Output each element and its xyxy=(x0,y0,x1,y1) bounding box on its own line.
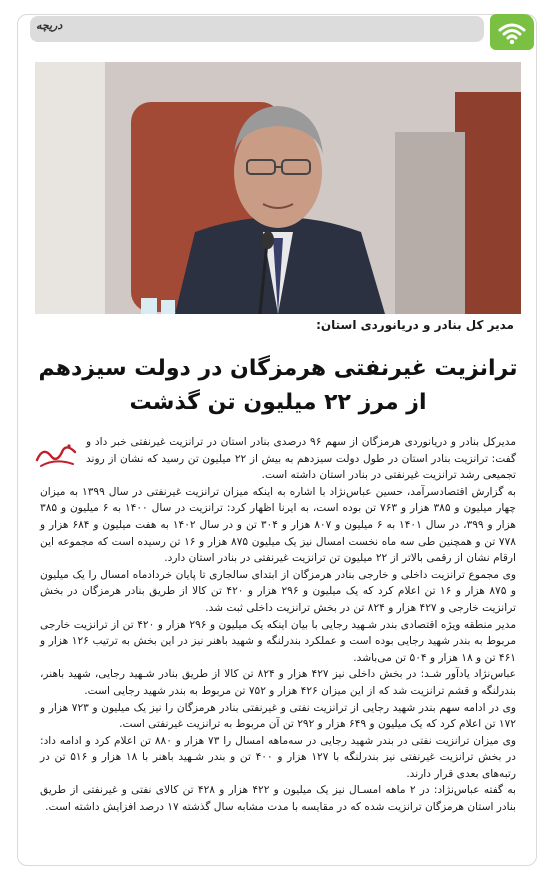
paragraph: به گفته عباس‌نژاد: در ۲ ماهه امسـال نیز یک میلیون و ۴۲۲ هزار و ۴۲۸ تن کالای نفتی و غیرنفتی از طریق بنادر استان هرمزگان ترانزیت شده که در مقایسه با مدت مشابه سال گذشته ۱۷ درصد افزایش داشته است. xyxy=(40,784,516,814)
paragraph: به گزارش اقتصادسرآمد، حسین عباس‌نژاد با اشاره به اینکه میزان ترانزیت غیرنفتی در سال ۱۳۹۹ به میزان چهار میلیون و ۳۸۵ هزار و ۷۶۳ تن بوده است، به ایرنا اظهار کرد: ترانزیت در سال ۱۴۰۰ به ۶ میلیون و ۳۸۵ هزار و ۳۹۹، در سال ۱۴۰۱ به ۶ میلیون و ۸۰۷ هزار و ۳۰۴ تن و در سال ۱۴۰۲ به هفت میلیون و ۶۸۴ هزار و ۷۷۸ تن و همچنین طی سه ماه نخست امسال نیز یک میلیون ۸۷۵ هزار و ۱۶ تن رسیده است که مجموعه این ارقام نشان از رقمی بالاتر از ۲۲ میلیون تن ترانزیت غیرنفتی در بنادر استان دارد. xyxy=(40,485,517,565)
headline-line-1: ترانزیت غیرنفتی هرمزگان در دولت سیزدهم xyxy=(38,356,518,381)
paragraph: مدیر منطقه ویژه اقتصادی بندر شـهید رجایی با بیان اینکه یک میلیون و ۲۹۶ هزار و ۴۲۰ تن از ترانزیت خارجی مربوط به بندر شهید رجایی بوده است و عملکرد بندرلنگه و شهید باهنر نیز در این بخش به ترتیب ۱۲۶ هزار و ۴۶۱ تن و ۱۸ هزار و ۵۰۴ تن می‌باشد. xyxy=(40,618,516,664)
article-body xyxy=(40,434,516,816)
article-photo xyxy=(35,62,521,314)
article-kicker: مدیر کل بنادر و دریانوردی استان: xyxy=(316,318,514,332)
article-headline xyxy=(35,352,521,420)
paragraph: وی در ادامه سهم بندر شهید رجایی از ترانزیت نفتی و غیرنفتی بنادر هرمزگان را نیز یک میلیون و ۷۲۳ هزار و ۱۷۲ تن اعلام کرد که یک میلیون و ۶۴۹ هزار و ۲۹۲ تن آن مربوط به ترانزیت غیرنفتی است. xyxy=(40,701,516,731)
section-label: دریچه xyxy=(36,19,63,32)
paragraph: عباس‌نژاد یادآور شـد: در بخش داخلی نیز ۴۲۷ هزار و ۸۲۴ تن کالا از طریق بنادر شـهید رجایی، شهید باهنر، بندرلنگه و قشم ترانزیت شد که از این میزان ۴۲۶ هزار و ۷۵۲ تن مربوط به بندر شهید رجایی است. xyxy=(40,668,517,697)
section-header-bar xyxy=(30,16,484,42)
paragraph: وی میزان ترانزیت نفتی در بندر شهید رجایی در سه‌ماهه امسال را ۷۳ هزار و ۸۸۰ تن اعلام کرد و ادامه داد: در بخش ترانزیت غیرنفتی نیز بندرلنگه با ۱۲۷ هزار و ۴۰۰ تن و بندر شـهید باهنر با ۱۸ هزار و ۵۱۶ تن در رتبه‌های بعدی قرار دارند. xyxy=(40,734,516,780)
wifi-signal-icon xyxy=(490,14,534,50)
paragraph: مدیرکل بنادر و دریانوردی هرمزگان از سهم ۹۶ درصدی بنادر استان در ترانزیت غیرنفتی خبر داد و گفت: ترانزیت بنادر استان در طول دولت سیزدهم به بیش از ۲۲ میلیون تن رسید که نشان از روند تجمیعی رشد ترانزیت غیرنفتی در بنادر استان داشته است. xyxy=(86,436,517,482)
paragraph: وی مجموع ترانزیت داخلی و خارجی بنادر هرمزگان از ابتدای سالجاری تا پایان خردادماه امسال را یک میلیون و ۸۷۵ هزار و ۱۶ تن اعلام کرد که یک میلیون و ۲۹۶ هزار و ۴۲۰ تن کالا از طریق بنادر هرمزگان در بخش ترانزیت خارجی و ۴۲۷ هزار و ۸۲۴ تن در بخش ترانزیت داخلی ثبت شد. xyxy=(40,568,516,614)
headline-line-2: از مرز ۲۲ میلیون تن گذشت xyxy=(129,390,427,415)
